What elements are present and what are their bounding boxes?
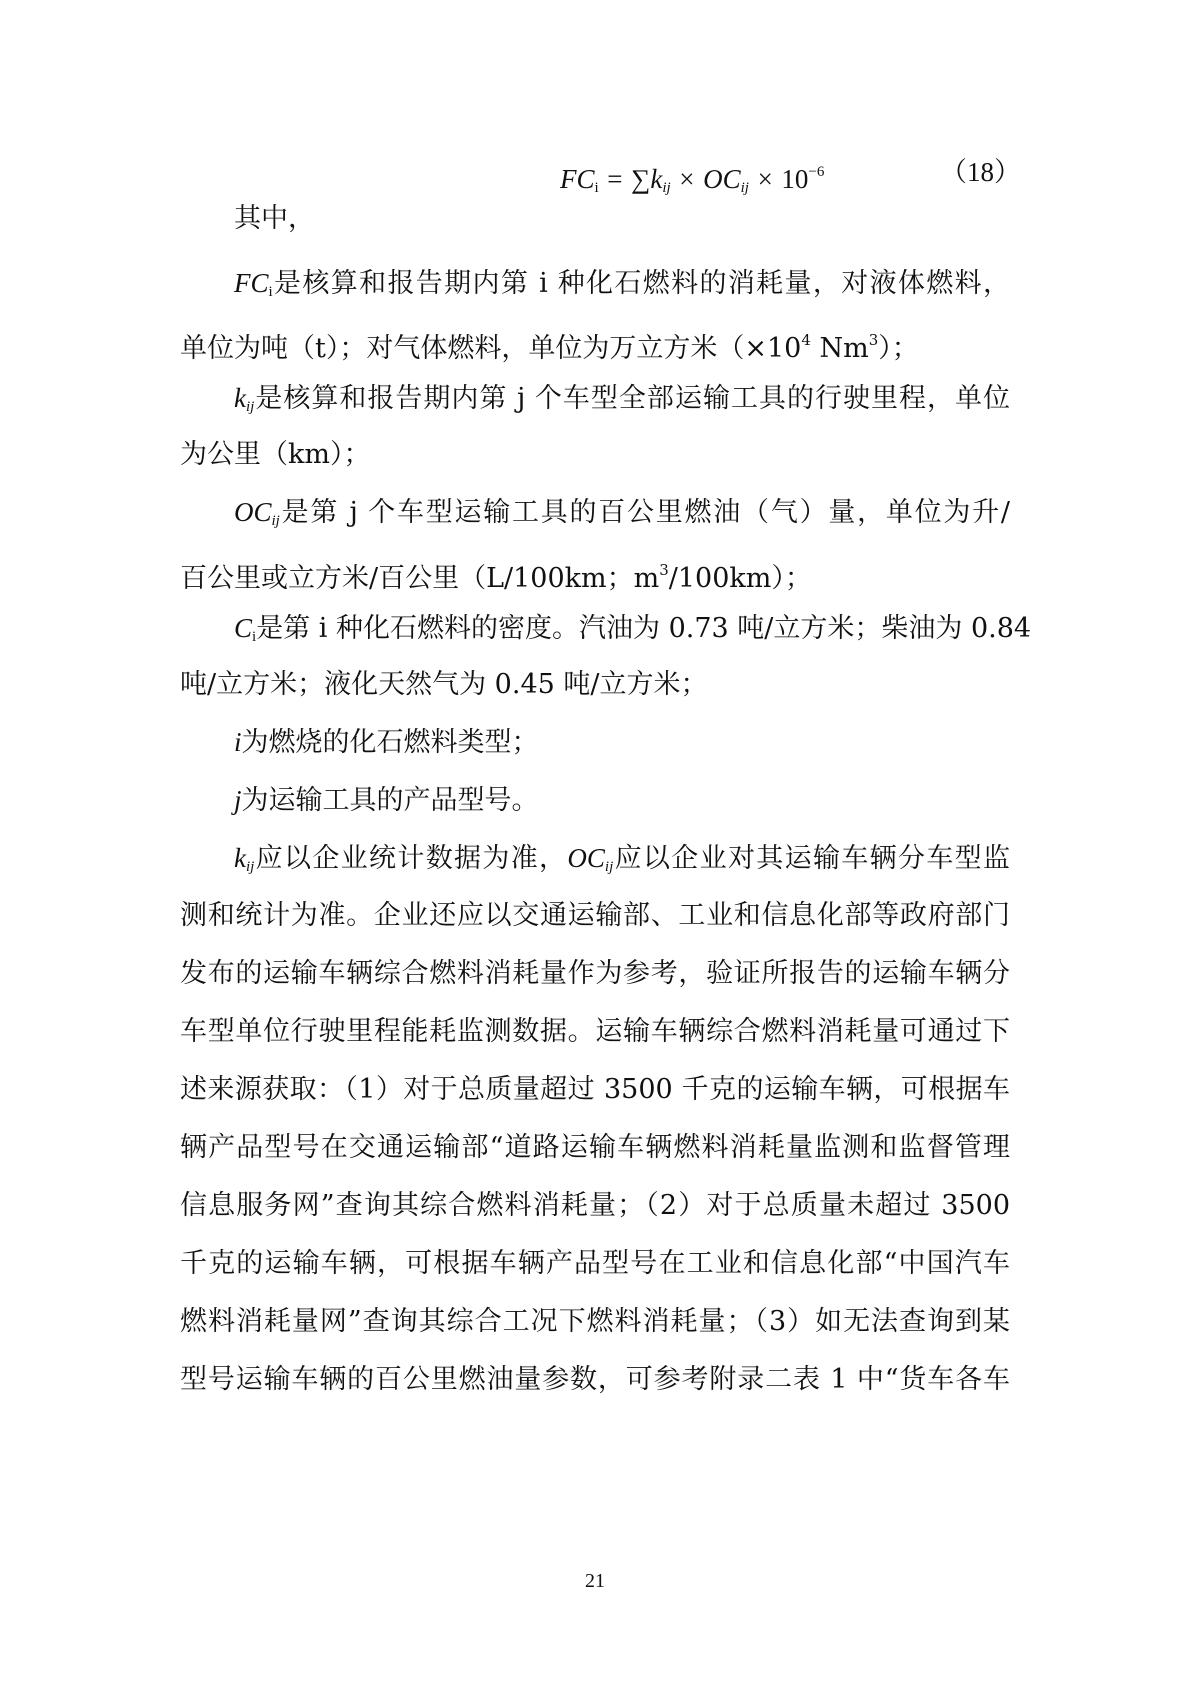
oc-definition-cont: 百公里或立方米/百公里（L/100km；$m^3/100km$）； — [180, 561, 812, 594]
equation-18 — [560, 150, 824, 194]
body-paragraph-line: 型号运输车辆的百公里燃油量参数，可参考附录二表 1 中“货车各车 — [180, 1364, 1010, 1395]
times-sign: × — [757, 164, 773, 194]
k-symbol: $k_{ij}$ — [234, 383, 255, 415]
c-symbol: $C_i$ — [234, 613, 257, 645]
fc-symbol: $FC_i$ — [560, 164, 599, 196]
body-paragraph-line: 燃料消耗量网”查询其综合工况下燃料消耗量；（3）如无法查询到某 — [180, 1306, 1010, 1337]
where-label: 其中， — [234, 203, 315, 234]
body-paragraph-line: 辆产品型号在交通运输部“道路运输车辆燃料消耗量监测和监督管理 — [180, 1132, 1010, 1163]
page-number: 21 — [585, 1570, 605, 1592]
c-definition-cont: 吨/立方米；液化天然气为 0.45 吨/立方米； — [180, 669, 708, 700]
fc-definition: $FC_i$是核算和报告期内第 i 种化石燃料的消耗量，对液体燃料， — [234, 268, 1010, 300]
power-of-ten: $10^{-6}$ — [781, 164, 825, 194]
k-symbol: $k_{ij}$ — [650, 164, 671, 196]
k-definition: $k_{ij}$是核算和报告期内第 j 个车型全部运输工具的行驶里程，单位 — [234, 383, 1010, 415]
body-paragraph-line: 千克的运输车辆，可根据车辆产品型号在工业和信息化部“中国汽车 — [180, 1248, 1010, 1279]
body-paragraph-line: 述来源获取：（1）对于总质量超过 3500 千克的运输车辆，可根据车 — [180, 1074, 1010, 1105]
body-paragraph-line: 测和统计为准。企业还应以交通运输部、工业和信息化部等政府部门 — [180, 900, 1010, 931]
body-paragraph-line: 信息服务网”查询其综合燃料消耗量；（2）对于总质量未超过 3500 — [180, 1190, 1010, 1221]
oc-symbol: $OC_{ij}$ — [234, 497, 280, 529]
oc-symbol: $OC_{ij}$ — [703, 164, 749, 196]
k-definition-cont: 为公里（km）； — [180, 439, 371, 470]
equals-sign: = — [607, 164, 623, 194]
i-definition: i为燃烧的化石燃料类型； — [234, 727, 539, 758]
j-definition: j为运输工具的产品型号。 — [234, 785, 539, 816]
body-paragraph-line: 车型单位行驶里程能耗监测数据。运输车辆综合燃料消耗量可通过下 — [180, 1016, 1010, 1047]
c-definition: $C_i$是第 i 种化石燃料的密度。汽油为 0.73 吨/立方米；柴油为 0.84 — [234, 613, 1032, 645]
fc-symbol: $FC_i$ — [234, 268, 273, 300]
fc-definition-cont: 单位为吨（t）；对气体燃料，单位为万立方米（$\times 10^4$ Nm$^3$）； — [180, 331, 919, 364]
oc-definition: $OC_{ij}$是第 j 个车型运输工具的百公里燃油（气）量，单位为升/ — [234, 497, 1010, 529]
body-paragraph-line: $k_{ij}$应以企业统计数据为准，$OC_{ij}$应以企业对其运输车辆分车型监 — [234, 843, 1011, 875]
equation-number: （18） — [940, 157, 1021, 187]
body-paragraph-line: 发布的运输车辆综合燃料消耗量作为参考，验证所报告的运输车辆分 — [180, 958, 1010, 989]
sum-sign: ∑ — [631, 164, 651, 194]
times-sign: × — [679, 164, 695, 194]
